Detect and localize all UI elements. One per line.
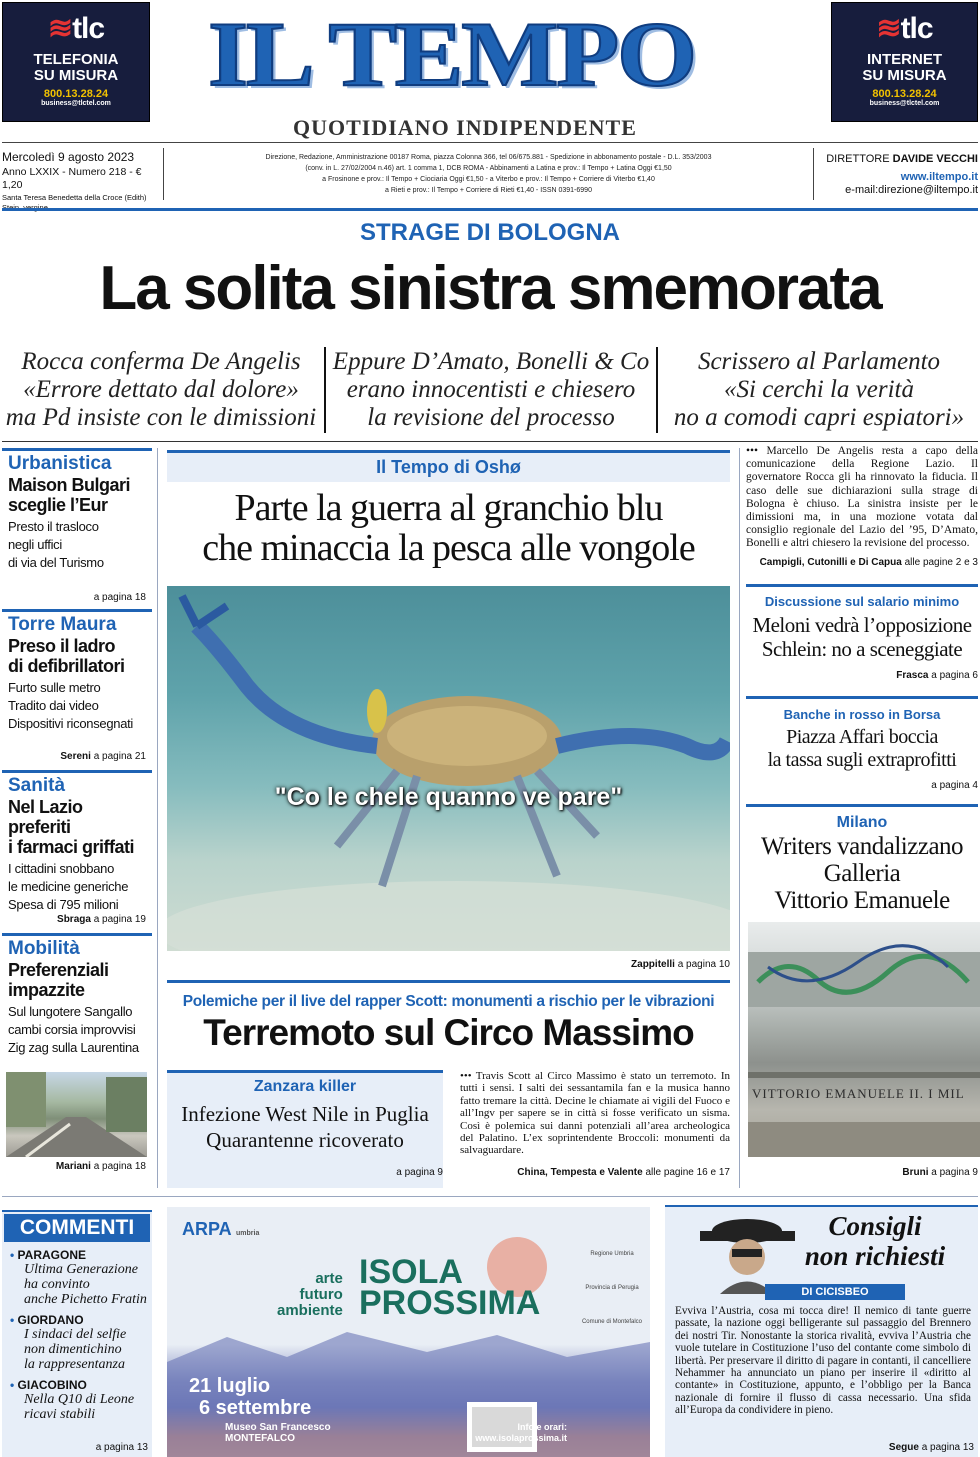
website-link[interactable]: www.iltempo.it [900, 171, 978, 183]
head-line: di defibrillatori [8, 656, 125, 676]
brief-torre-maura[interactable] [2, 612, 152, 770]
ref-text: alle pagine 16 e 17 [645, 1167, 730, 1178]
comment-line: Ultima Generazione [24, 1262, 138, 1277]
tlc-icon: ≋ [876, 12, 901, 45]
body-line: Sul lungotere Sangallo [8, 1004, 133, 1019]
galleria-art [748, 922, 980, 1157]
page-ref [96, 1442, 148, 1453]
comment-line: I sindaci del selfie [24, 1327, 127, 1342]
ad-line1: TELEFONIA [33, 51, 119, 68]
sponsor: Comune di Montefalco [581, 1319, 643, 1325]
meta-left [2, 151, 162, 213]
deck-line: Rocca conferma De Angelis [21, 348, 301, 375]
body-line: cambi corsia improvvisi [8, 1022, 136, 1037]
brief-mobilita[interactable] [2, 936, 152, 1057]
ref-author: Campigli, Cutonilli e Di Capua [759, 557, 902, 568]
zanzara-kicker: Zanzara killer [253, 1078, 357, 1095]
ref-text: a pagina 13 [95, 1442, 148, 1453]
section-title: Sanità [8, 775, 66, 796]
tlc-logo: ≋tlc [47, 12, 105, 45]
bottom-rule [2, 1196, 978, 1197]
body-line: negli uffici [8, 537, 62, 552]
ad-line2: SU MISURA [862, 67, 947, 84]
page-ref [2, 1161, 146, 1172]
deck-sep [656, 347, 658, 433]
ad-phone: 800.13.28.24 [872, 88, 937, 100]
ref-author: Mariani [55, 1161, 91, 1172]
head-line: Preso il ladro [8, 636, 116, 656]
ad-line2: SU MISURA [33, 67, 119, 84]
ref-text: a pagina 10 [677, 959, 730, 970]
head-line: i farmaci griffati [8, 837, 135, 857]
issue-saint: Santa Teresa Benedetta della Croce (Edith) [2, 193, 147, 202]
brief-head [8, 960, 148, 1000]
masthead-title: IL TEMPO [208, 3, 695, 105]
meta-line: a Frosinone e prov.: Il Tempo + Ciociaria Oggi €1,50 - a Viterbo e prov.: Il Tempo + Corriere di Viterbo €1,40 [322, 176, 655, 183]
ref-text: a pagina 9 [931, 1167, 978, 1178]
head-line: Parte la guerra al granchio blu [234, 487, 663, 529]
head-line: Schlein: no a sceneggiate [761, 637, 963, 661]
deck-line: erano innocentisti e chiesero [346, 376, 636, 403]
body-line: Spesa di 795 milioni [8, 897, 119, 912]
lead-headline: La solita sinistra smemorata [99, 254, 881, 323]
ref-author: Sereni [60, 751, 91, 762]
ad-mail: business@tlctel.com [869, 100, 940, 107]
body-line: Dispositivi riconsegnati [8, 716, 134, 731]
ref-text: a pagina 18 [93, 1161, 146, 1172]
bullet-icon: • [10, 1248, 15, 1262]
street-photo [6, 1072, 147, 1157]
head-line: Nel Lazio preferiti [8, 797, 83, 837]
body-line: I cittadini snobbano [8, 861, 115, 876]
deck-line: «Errore dettato dal dolore» [23, 376, 299, 403]
deck-line: Scrissero al Parlamento [697, 348, 941, 375]
ad-date: 6 settembre [199, 1397, 312, 1419]
milano-kicker: Milano [836, 814, 888, 831]
head-line: la tassa sugli extraprofitti [767, 749, 957, 771]
head-line: Galleria [823, 860, 901, 887]
ad-date: 21 luglio [189, 1375, 271, 1397]
lead-rule [2, 441, 978, 442]
ad-venue-line: MONTEFALCO [225, 1433, 295, 1444]
ref-text: a pagina 6 [931, 670, 978, 681]
circo-headline[interactable]: Terremoto sul Circo Massimo [203, 1012, 694, 1053]
ad-tagline: arte [315, 1270, 343, 1287]
head-line: impazzite [8, 980, 85, 1000]
comment-line: ha convinto [24, 1277, 90, 1292]
meta-right [818, 153, 978, 197]
page-ref [746, 780, 978, 791]
ad-web[interactable]: www.isolaprossima.it [475, 1433, 567, 1443]
ref-author: Zappitelli [631, 959, 675, 970]
head-line: Infezione West Nile in Puglia [181, 1102, 429, 1126]
deck-line: «Si cerchi la verità [724, 376, 914, 403]
deck-line: ma Pd insiste con le dimissioni [5, 404, 317, 431]
banche-kicker: Banche in rosso in Borsa [783, 707, 941, 722]
head-line: Maison Bulgari [8, 475, 131, 495]
director-label: DIRETTORE [826, 153, 890, 165]
ref-text: a pagina 18 [93, 592, 146, 603]
deck-line: no a comodi capri espiatori» [673, 404, 965, 431]
section-title: Urbanistica [8, 453, 112, 474]
comment-line: non dimentichino [24, 1342, 122, 1357]
email-link[interactable]: e-mail:direzione@iltempo.it [845, 184, 978, 196]
ref-author: Sbraga [57, 914, 91, 925]
title-line: non richiesti [804, 1241, 946, 1271]
page-ref [746, 670, 978, 681]
galleria-photo[interactable] [748, 922, 980, 1157]
head-line: sceglie l’Eur [8, 495, 108, 515]
street-photo-art [6, 1072, 147, 1157]
deck-line: Eppure D’Amato, Bonelli & Co [332, 348, 650, 375]
section-title: Mobilità [8, 938, 80, 959]
lead-body: ••• Marcello De Angelis resta a capo della comunicazione della Regione Lazio. Il governatore Rocca gli ha rinnovato la fiducia. Il caso delle sue dichiarazioni sulla strage di Bologna è chiuso. La sinistra insiste per le dimissioni ma, in una mozione votata dal consiglio regionale del Lazio del ’95, D’Amato, Bonelli e altri chiesero la revisione del processo. [746, 445, 978, 550]
head-line: che minaccia la pesca alle vongole [202, 527, 695, 569]
section-rule [746, 584, 978, 587]
meta-center [166, 152, 811, 196]
crab-photo[interactable] [167, 586, 730, 951]
meta-line: a Rieti e prov.: Il Tempo + Corriere di Rieti €1,40 - ISSN 0391-6990 [385, 187, 592, 194]
issue-number: Anno LXXIX - Numero 218 - € 1,20 [2, 166, 142, 191]
ad-venue-line: Museo San Francesco [225, 1422, 331, 1433]
comment-author: • GIACOBINO [10, 1378, 87, 1392]
comment-author: • PARAGONE [10, 1248, 86, 1262]
cicisbeo-box[interactable] [665, 1205, 978, 1457]
meta-line: Direzione, Redazione, Amministrazione 00187 Roma, piazza Colonna 366, tel 06/675.881 - Spedizione in abbonamento postale - D.L. 353/2003 [265, 154, 712, 161]
isola-prossima-ad[interactable] [167, 1207, 650, 1457]
ad-title-line: ISOLA [359, 1253, 463, 1291]
page-ref [446, 1167, 730, 1178]
ad-taglines [277, 1271, 343, 1319]
ad-internet[interactable] [831, 2, 978, 122]
head-line: Meloni vedrà l’opposizione [752, 613, 972, 637]
meta-line: (conv. in L. 27/02/2004 n.46) art. 1 comma 1, DCB ROMA - Abbinamenti a Latina e prov.: Il Tempo + Latina Oggi €1,50 [305, 165, 672, 172]
body-line: Presto il trasloco [8, 519, 99, 534]
deck-sep [324, 347, 326, 433]
body-line: le medicine generiche [8, 879, 129, 894]
osho-kicker: Il Tempo di Oshø [376, 457, 521, 477]
page-ref [746, 557, 978, 568]
page-ref [60, 751, 146, 762]
body-line: Tradito dai video [8, 698, 99, 713]
body-line: di via del Turismo [8, 555, 104, 570]
center-col-border [739, 448, 740, 1188]
issue-date: Mercoledì 9 agosto 2023 [2, 150, 135, 164]
comment-text [10, 1392, 148, 1422]
comment-line: Nella Q10 di Leone [24, 1392, 135, 1407]
banche-headline[interactable] [746, 726, 978, 772]
zanzara-headline [167, 1101, 443, 1153]
head-line: Vittorio Emanuele [774, 887, 950, 914]
page-ref [94, 592, 146, 603]
comments-list [2, 1242, 152, 1422]
tlc-icon: ≋ [47, 12, 73, 45]
page-ref [167, 1167, 443, 1178]
comment-author: • GIORDANO [10, 1313, 84, 1327]
head-line: Piazza Affari boccia [786, 726, 938, 748]
section-title: Torre Maura [8, 614, 117, 635]
bullet-icon: • [10, 1313, 15, 1327]
brief-sanita[interactable] [2, 773, 152, 933]
comment-line: anche Pichetto Fratin [24, 1292, 147, 1307]
circo-body: ••• Travis Scott al Circo Massimo è stato un terremoto. In tutti i sensi. I salti dei sessantamila fan e la musica hanno fatto tremare la città. Decine le chiamate ai vigili del Fuoco e all’Ingv per sapere se in città si fosse verificato un sisma. Così è polemica sui danni potenziali all’area archeologica del Palatino. L’ex soprintendente Broccoli: monumenti da salvaguardare. [460, 1070, 730, 1157]
sponsor: Regione Umbria [590, 1251, 634, 1257]
ad-mail: business@tlctel.com [41, 100, 111, 107]
column-text: Evviva l’Austria, cosa mi tocca dire! Il nemico di tante guerre passate, la nazione oggi belligerante sul passaggio del Brennero dei nostri Tir. Nonostante la storica rivalità, evviva l’Austria che vuole tutelare in Costituzione l’uso del contante come simbolo di libertà. Per preservare il diritto di pagare in contanti, il cancelliere Nehammer ha annunciato un piano per inserire il «diritto al contante» in Costituzione, appunto, e l’obbligo per la Banca nazionale di fornire il flusso di cassa necessario. Una sfida all’Europa da condividere in pieno. [675, 1305, 971, 1417]
head-line: Writers vandalizzano [760, 833, 964, 860]
comments-box [2, 1210, 152, 1457]
masthead-subtitle: QUOTIDIANO INDIPENDENTE [293, 115, 637, 140]
body-line: Zig zag sulla Laurentina [8, 1040, 139, 1055]
meta-sep-left [163, 148, 164, 200]
ref-author: Segue [888, 1442, 919, 1453]
ad-tagline: futuro [299, 1286, 343, 1303]
ref-text: a pagina 4 [931, 780, 978, 791]
head-line: Quarantenne ricoverato [206, 1128, 404, 1152]
ref-text: a pagina 19 [93, 914, 146, 925]
brief-body [8, 1003, 148, 1057]
ref-author: Frasca [896, 670, 929, 681]
brief-body [8, 860, 148, 914]
column-byline: DI CICISBEO [765, 1284, 905, 1300]
tlc-logo: ≋tlc [876, 12, 933, 45]
salario-headline[interactable] [746, 613, 978, 661]
page-ref [167, 959, 730, 970]
ref-text: alle pagine 2 e 3 [904, 557, 978, 568]
section-rule [746, 804, 978, 807]
brief-body [8, 518, 148, 572]
salario-kicker: Discussione sul salario minimo [764, 594, 960, 609]
ad-phone: 800.13.28.24 [43, 88, 109, 100]
lead-kicker: STRAGE DI BOLOGNA [359, 219, 620, 246]
crab-headline[interactable] [167, 488, 730, 568]
director-name: DAVIDE VECCHI [892, 153, 978, 165]
deck-line: la revisione del processo [367, 404, 615, 431]
brief-head [8, 475, 148, 515]
page-ref [57, 914, 146, 925]
ad-info-line: Info e orari: [517, 1422, 567, 1432]
brief-body [8, 679, 148, 733]
sponsor: Provincia di Perugia [585, 1285, 639, 1291]
ref-text: a pagina 13 [921, 1442, 974, 1453]
meta-sep-right [813, 148, 814, 200]
lead-deck-1 [2, 348, 320, 432]
meta-rule [2, 142, 978, 143]
ref-text: a pagina 9 [396, 1167, 443, 1178]
page-ref [746, 1167, 978, 1178]
ad-info [457, 1422, 567, 1444]
ref-author: Bruni [902, 1167, 929, 1178]
ad-venue [225, 1422, 331, 1444]
body-line: Furto sulle metro [8, 680, 101, 695]
ref-author: China, Tempesta e Valente [517, 1167, 643, 1178]
lead-deck-3 [660, 348, 978, 432]
lead-deck-2 [330, 348, 652, 432]
crab-art [167, 586, 730, 951]
milano-headline[interactable] [746, 833, 978, 914]
ad-title [359, 1253, 541, 1322]
ad-sponsors [577, 1237, 647, 1339]
head-line: Preferenziali [8, 960, 109, 980]
title-line: Consigli [828, 1211, 922, 1241]
crab-caption: "Co le chele quanno ve pare" [274, 783, 623, 811]
ref-text: a pagina 21 [93, 751, 146, 762]
comment-text [10, 1327, 148, 1372]
comment-line: ricavi stabili [24, 1407, 96, 1422]
galleria-inscription: VITTORIO EMANUELE II. I MIL [752, 1086, 965, 1101]
brief-urbanistica[interactable] [2, 451, 152, 609]
left-col-border [157, 448, 158, 1188]
ad-dates [189, 1375, 311, 1419]
comment-item[interactable] [10, 1378, 148, 1422]
brief-head [8, 797, 148, 857]
ad-line1: INTERNET [867, 51, 942, 68]
comments-title: COMMENTI [4, 1214, 150, 1242]
section-rule [746, 696, 978, 699]
top-blue-rule [2, 208, 978, 211]
comment-line: la rappresentanza [24, 1357, 125, 1372]
comment-text [10, 1262, 148, 1307]
column-title [775, 1211, 975, 1271]
bullet-icon: • [10, 1378, 15, 1392]
ad-title-line: PROSSIMA [359, 1284, 541, 1322]
comment-item[interactable] [10, 1248, 148, 1307]
ad-tagline: ambiente [277, 1302, 343, 1319]
brief-head [8, 636, 148, 676]
section-rule [167, 980, 730, 983]
comment-item[interactable] [10, 1313, 148, 1372]
arpa-logo: ARPA umbria [182, 1219, 260, 1239]
ad-telefonia[interactable] [2, 2, 150, 122]
circo-kicker: Polemiche per il live del rapper Scott: monumenti a rischio per le vibrazioni [182, 993, 715, 1010]
page-ref [889, 1442, 974, 1453]
